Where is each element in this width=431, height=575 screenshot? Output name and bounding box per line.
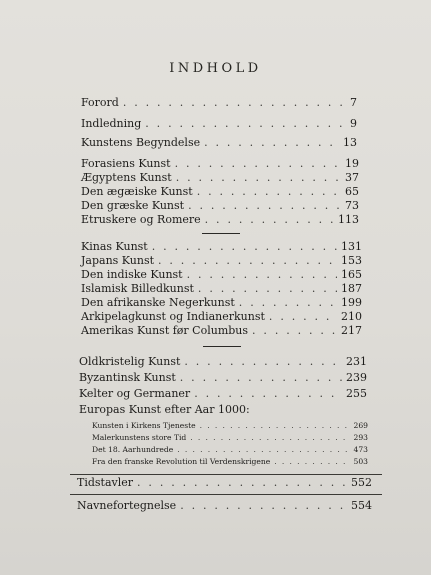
toc-subentry	[92, 456, 368, 467]
toc-page-number: 73	[345, 199, 359, 212]
toc-label: Islamisk Billedkunst	[81, 282, 194, 295]
dot-leader	[274, 456, 349, 467]
toc-label: Den græske Kunst	[81, 199, 185, 212]
toc-entry	[81, 199, 359, 213]
dot-leader	[269, 310, 337, 324]
toc-page-number: 199	[341, 296, 362, 309]
toc-entry	[81, 254, 362, 268]
toc-entry	[81, 96, 357, 110]
section-rule	[70, 494, 382, 495]
toc-page-number: 9	[350, 117, 357, 130]
toc-entry	[81, 268, 362, 282]
toc-page-number: 187	[341, 282, 362, 295]
dot-leader	[137, 476, 347, 490]
toc-label: Forasiens Kunst	[81, 157, 171, 170]
toc-subentry	[92, 420, 368, 431]
toc-entry	[81, 117, 357, 131]
toc-section-heading	[79, 403, 367, 417]
dot-leader	[175, 157, 341, 171]
dot-leader	[198, 282, 337, 296]
dot-leader	[177, 444, 349, 455]
toc-label: Forord	[81, 96, 119, 109]
section-divider	[202, 233, 240, 234]
toc-label: Den indiske Kunst	[81, 268, 183, 281]
dot-leader	[197, 185, 341, 199]
toc-entry	[81, 282, 362, 296]
toc-page-number: 13	[343, 136, 357, 149]
page-title: INDHOLD	[169, 61, 262, 76]
toc-page-number: 269	[353, 421, 368, 430]
toc-entry	[81, 157, 359, 171]
toc-page-number: 131	[341, 240, 362, 253]
toc-page-number: 19	[345, 157, 359, 170]
toc-page-number: 503	[353, 457, 368, 466]
toc-page-number: 552	[351, 476, 372, 489]
dot-leader	[152, 240, 337, 254]
toc-page-number: 113	[338, 213, 359, 226]
dot-leader	[180, 499, 347, 513]
dot-leader	[145, 117, 346, 131]
toc-page-number: 217	[341, 324, 362, 337]
toc-label: Amerikas Kunst før Columbus	[81, 324, 249, 337]
toc-label: Den ægæiske Kunst	[81, 185, 193, 198]
toc-page-number: 255	[346, 387, 367, 400]
dot-leader	[200, 420, 350, 431]
toc-label: Etruskere og Romere	[81, 213, 201, 226]
toc-entry	[81, 185, 359, 199]
toc-label: Oldkristelig Kunst	[79, 355, 181, 368]
toc-label: Malerkunstens store Tid	[92, 433, 187, 442]
toc-entry	[79, 371, 367, 385]
toc-entry	[79, 387, 367, 401]
toc-entry	[79, 355, 367, 369]
dot-leader	[188, 199, 341, 213]
toc-label: Japans Kunst	[81, 254, 155, 267]
toc-entry	[81, 240, 362, 254]
section-rule	[70, 474, 382, 475]
dot-leader	[176, 171, 341, 185]
toc-page-number: 153	[341, 254, 362, 267]
toc-label: Det 18. Aarhundrede	[92, 445, 174, 454]
dot-leader	[205, 213, 334, 227]
toc-entry	[77, 499, 372, 513]
toc-label: Den afrikanske Negerkunst	[81, 296, 235, 309]
toc-subentry	[92, 432, 368, 443]
toc-entry	[81, 136, 357, 150]
toc-subentry	[92, 444, 368, 455]
dot-leader	[204, 136, 339, 150]
toc-label: Indledning	[81, 117, 142, 130]
toc-entry	[81, 324, 362, 338]
dot-leader	[180, 371, 342, 385]
toc-page-number: 7	[350, 96, 357, 109]
toc-label: Kunsten i Kirkens Tjeneste	[92, 421, 196, 430]
toc-label: Byzantinsk Kunst	[79, 371, 176, 384]
toc-page-number: 37	[345, 171, 359, 184]
dot-leader	[184, 355, 342, 369]
dot-leader	[239, 296, 337, 310]
toc-label: Kelter og Germaner	[79, 387, 191, 400]
dot-leader	[187, 268, 337, 282]
toc-page-number: 239	[346, 371, 367, 384]
toc-page-number: 210	[341, 310, 362, 323]
toc-label: Kunstens Begyndelse	[81, 136, 201, 149]
toc-entry	[81, 296, 362, 310]
dot-leader	[190, 432, 349, 443]
toc-label: Ægyptens Kunst	[81, 171, 172, 184]
toc-label: Tidstavler	[77, 476, 134, 489]
dot-leader	[252, 324, 337, 338]
toc-page-number: 65	[345, 185, 359, 198]
toc-entry	[81, 310, 362, 324]
toc-page-number: 231	[346, 355, 367, 368]
toc-page-number: 165	[341, 268, 362, 281]
section-divider	[203, 346, 241, 347]
dot-leader	[194, 387, 342, 401]
toc-entry	[81, 171, 359, 185]
toc-page-number: 293	[353, 433, 368, 442]
dot-leader	[123, 96, 346, 110]
toc-entry	[81, 213, 359, 227]
toc-entry	[77, 476, 372, 490]
toc-label: Arkipelagkunst og Indianerkunst	[81, 310, 265, 323]
toc-label: Europas Kunst efter Aar 1000:	[79, 403, 250, 416]
toc-page-number: 554	[351, 499, 372, 512]
dot-leader	[158, 254, 337, 268]
toc-page-number: 473	[353, 445, 368, 454]
toc-label: Kinas Kunst	[81, 240, 148, 253]
toc-label: Navnefortegnelse	[77, 499, 177, 512]
toc-label: Fra den franske Revolution til Verdenskrigene	[92, 457, 271, 466]
